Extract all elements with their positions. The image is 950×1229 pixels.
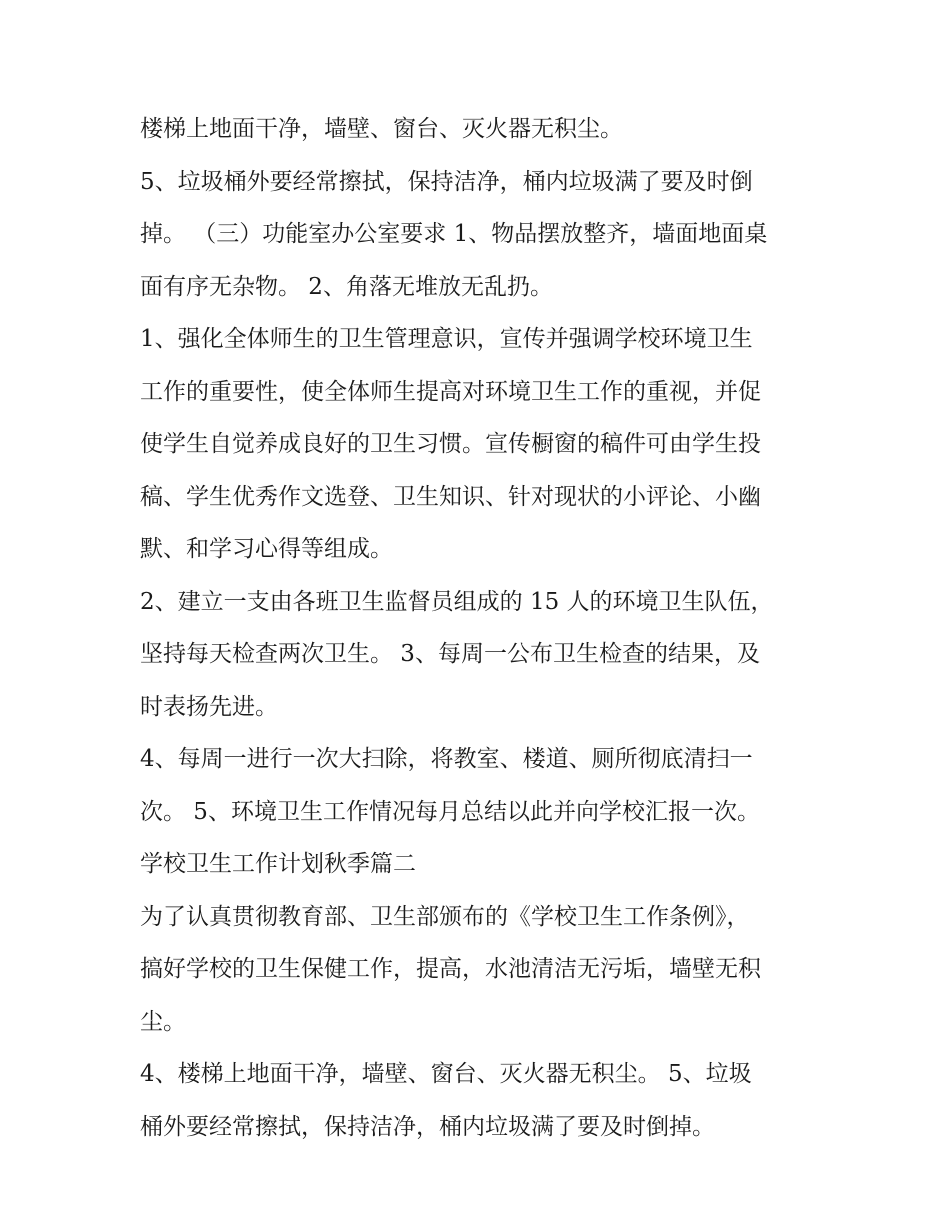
document-body xyxy=(140,103,820,1153)
text-line: 次。 5、环境卫生工作情况每月总结以此并向学校汇报一次。 xyxy=(140,798,760,825)
text-line: 为了认真贯彻教育部、卫生部颁布的《学校卫生工作条例》， xyxy=(140,903,750,930)
text-line: 桶外要经常擦拭，保持洁净，桶内垃圾满了要及时倒掉。 xyxy=(140,1113,715,1140)
text-line: 搞好学校的卫生保健工作，提高，水池清洁无污垢，墙壁无积 xyxy=(140,956,761,982)
text-line: 尘。 xyxy=(140,1008,186,1035)
text-line: 楼梯上地面干净，墙壁、窗台、灭火器无积尘。 xyxy=(140,116,623,142)
text-line: 掉。 （三）功能室办公室要求 1、物品摆放整齐，墙面地面桌 xyxy=(140,221,768,247)
text-line: 坚持每天检查两次卫生。 3、每周一公布卫生检查的结果，及 xyxy=(140,641,760,667)
text-line: 使学生自觉养成良好的卫生习惯。宣传橱窗的稿件可由学生投 xyxy=(140,431,761,457)
text-line: 默、和学习心得等组成。 xyxy=(140,536,393,562)
text-line: 时表扬先进。 xyxy=(140,693,278,720)
text-line: 工作的重要性，使全体师生提高对环境卫生工作的重视，并促 xyxy=(140,378,761,405)
text-line: 2、建立一支由各班卫生监督员组成的 15 人的环境卫生队伍， xyxy=(140,588,774,615)
section-heading: 学校卫生工作计划秋季篇二 xyxy=(140,851,416,877)
text-line: 稿、学生优秀作文选登、卫生知识、针对现状的小评论、小幽 xyxy=(140,483,761,510)
text-line: 5、垃圾桶外要经常擦拭，保持洁净，桶内垃圾满了要及时倒 xyxy=(140,168,753,195)
text-line: 4、每周一进行一次大扫除，将教室、楼道、厕所彻底清扫一 xyxy=(140,746,753,772)
text-line: 4、楼梯上地面干净，墙壁、窗台、灭火器无积尘。 5、垃圾 xyxy=(140,1061,752,1087)
text-line: 1、强化全体师生的卫生管理意识，宣传并强调学校环境卫生 xyxy=(140,326,753,352)
text-line: 面有序无杂物。 2、角落无堆放无乱扔。 xyxy=(140,273,553,300)
